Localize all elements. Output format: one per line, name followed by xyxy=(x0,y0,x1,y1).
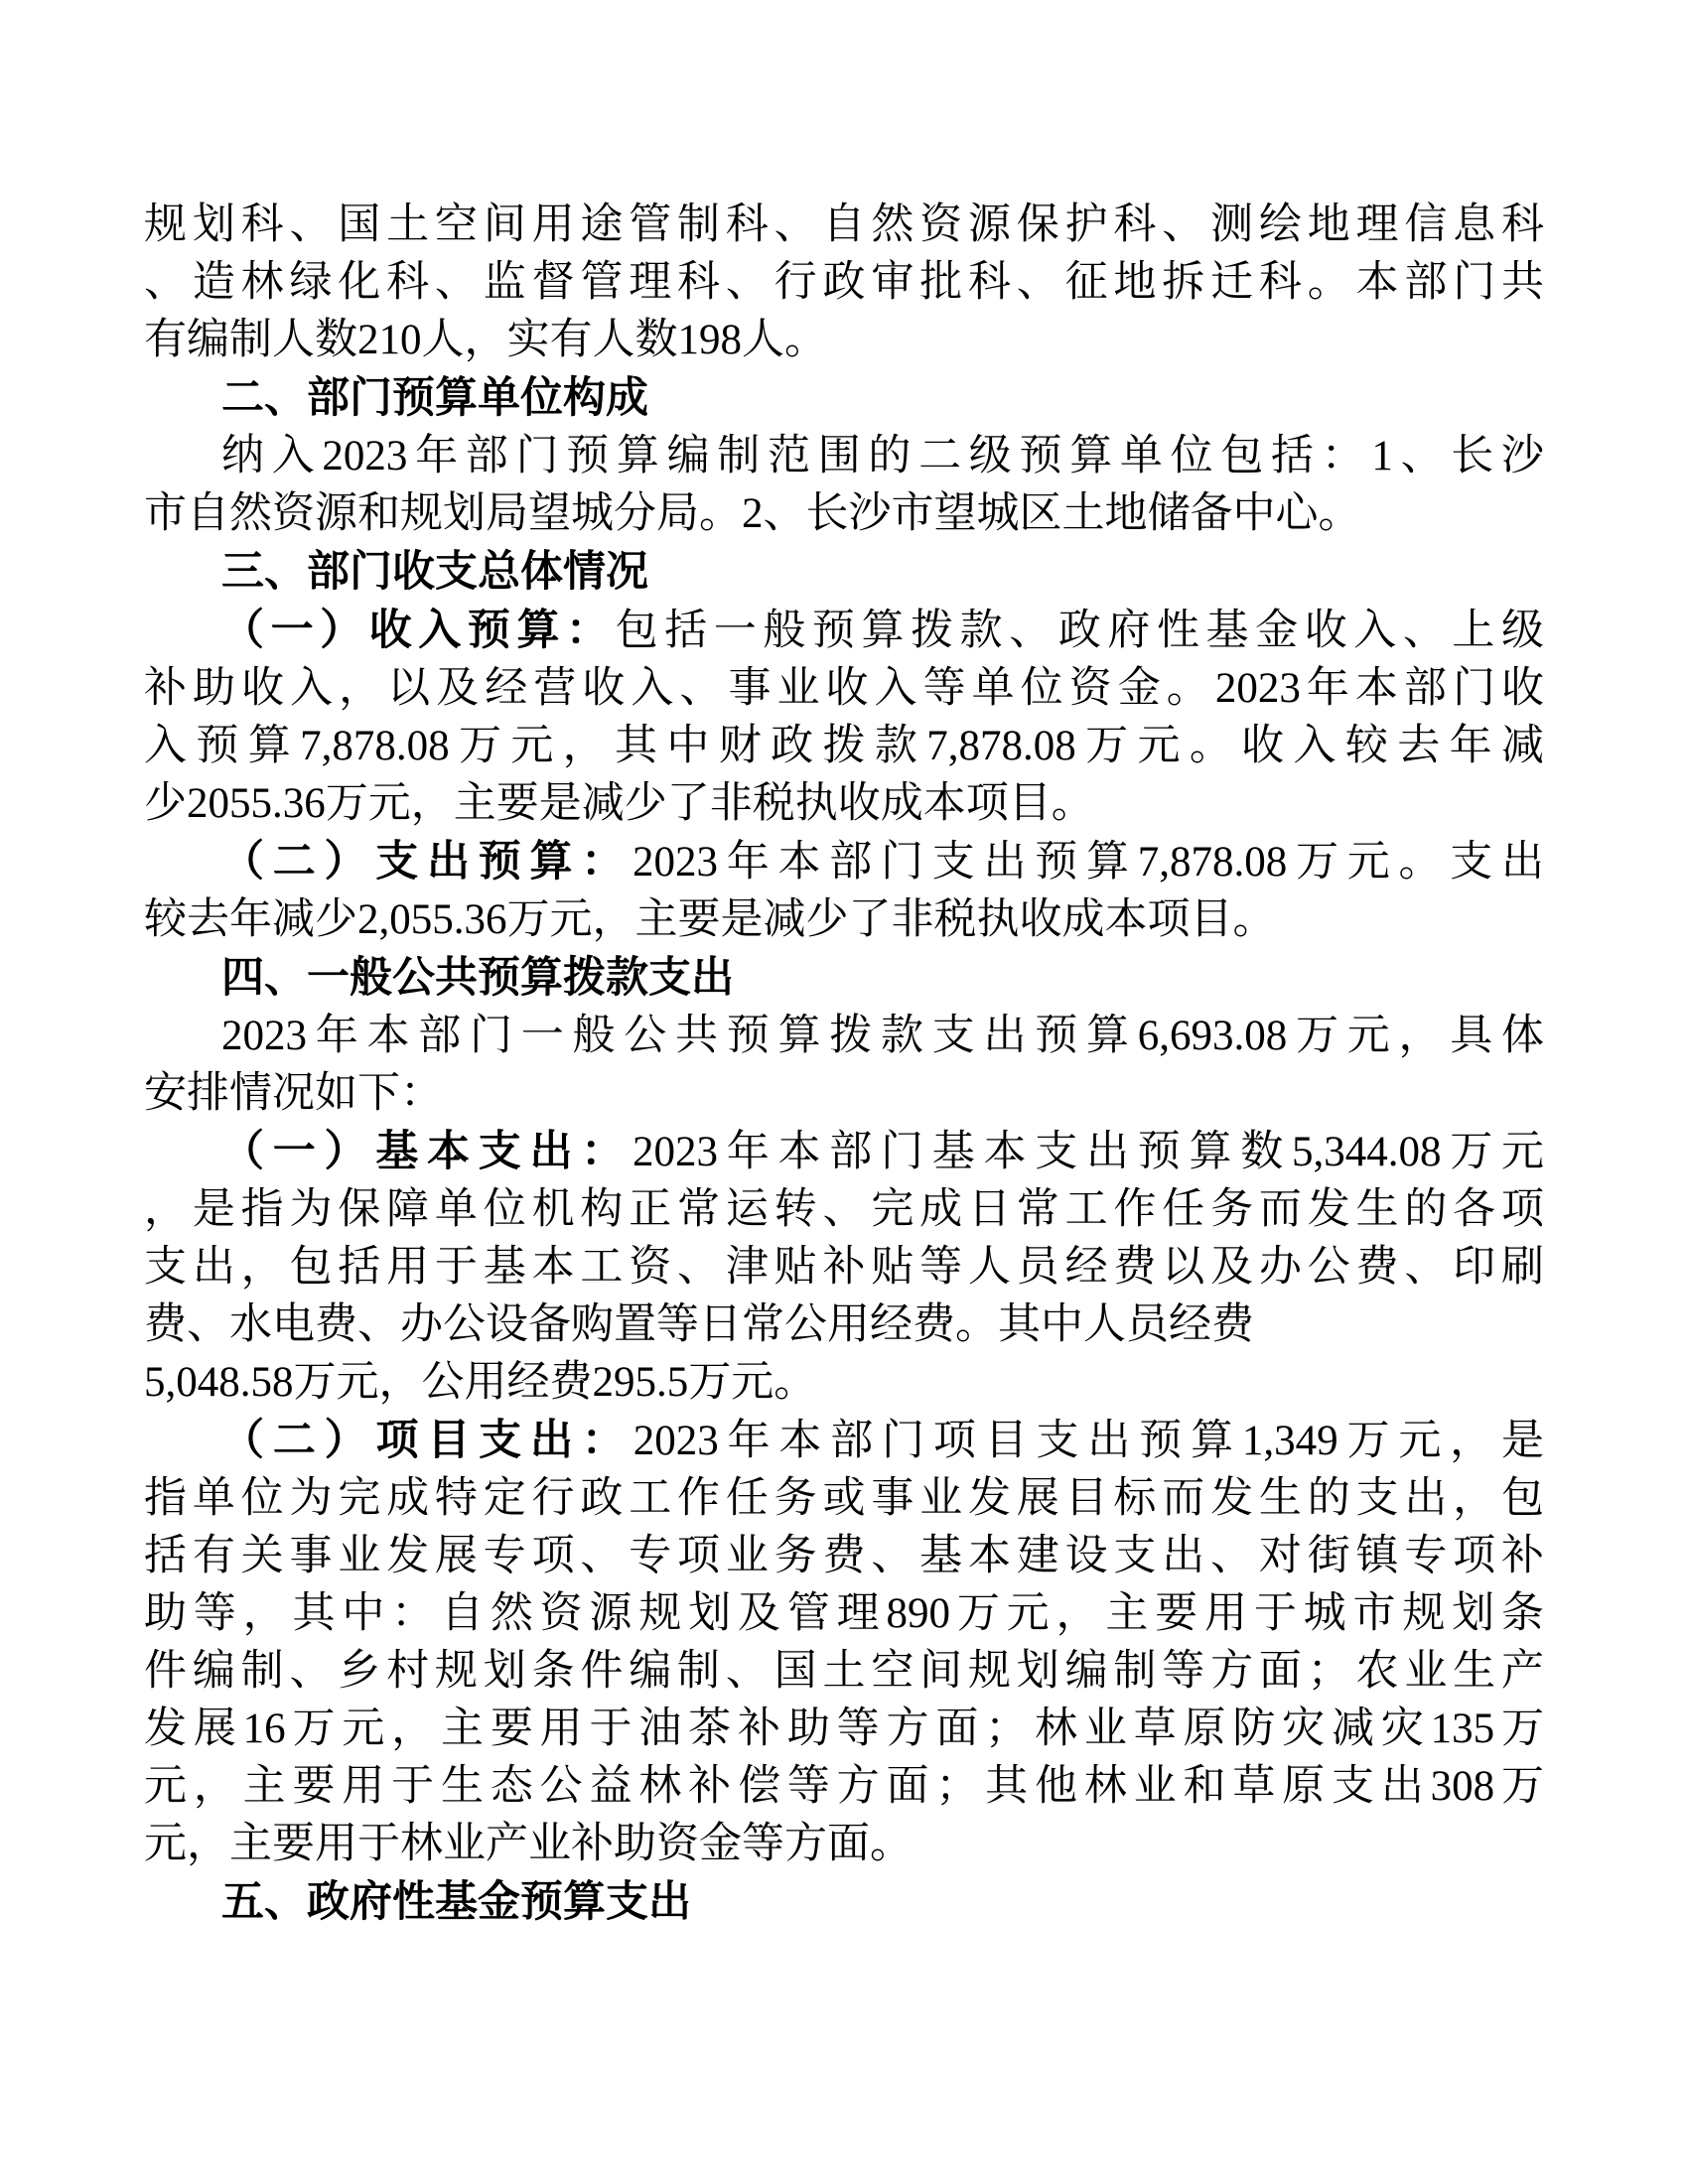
text-line xyxy=(144,428,1544,485)
text-run: 市自然资源和规划局望城分局。2、长沙市望城区土地储备中心。 xyxy=(144,490,1361,537)
bold-run: 五、政府性基金预算支出 xyxy=(221,1878,691,1926)
text-line xyxy=(144,1008,1544,1065)
bold-run: 二、部门预算单位构成 xyxy=(221,374,648,422)
text-line xyxy=(144,1181,1544,1239)
text-run: 较去年减少2,055.36万元，主要是减少了非税执收成本项目。 xyxy=(144,896,1276,943)
text-line xyxy=(144,718,1544,775)
section-heading xyxy=(144,949,1544,1008)
text-line xyxy=(144,1354,1544,1412)
text-run: 补助收入，以及经营收入、事业收入等单位资金。2023年本部门收 xyxy=(144,665,1544,712)
bold-run: （一）收入预算： xyxy=(221,607,616,654)
text-run: 发展16万元，主要用于油茶补助等方面；林业草原防灾减灾135万 xyxy=(144,1706,1544,1752)
section-heading xyxy=(144,1873,1544,1932)
text-line xyxy=(144,485,1544,543)
text-run: ，是指为保障单位机构正常运转、完成日常工作任务而发生的各项 xyxy=(144,1186,1544,1233)
text-line xyxy=(144,197,1544,254)
bold-run: （二）项目支出： xyxy=(221,1417,633,1464)
text-run: 2023年本部门一般公共预算拨款支出预算6,693.08万元，具体 xyxy=(221,1013,1544,1059)
text-line xyxy=(144,1412,1544,1470)
text-run: 纳入2023年部门预算编制范围的二级预算单位包括：1、长沙 xyxy=(221,433,1544,479)
text-line xyxy=(144,1758,1544,1816)
text-line xyxy=(144,775,1544,833)
section-heading xyxy=(144,543,1544,602)
text-line xyxy=(144,1643,1544,1701)
text-run: 5,048.58万元，公用经费295.5万元。 xyxy=(144,1359,817,1406)
text-run: 、造林绿化科、监督管理科、行政审批科、征地拆迁科。本部门共 xyxy=(144,259,1544,306)
text-run: 元，主要用于林业产业补助资金等方面。 xyxy=(144,1821,913,1867)
text-line xyxy=(144,1701,1544,1758)
text-line xyxy=(144,1239,1544,1297)
text-line xyxy=(144,254,1544,312)
bold-run: 四、一般公共预算拨款支出 xyxy=(221,954,734,1002)
text-run: 2023年本部门支出预算7,878.08万元。支出 xyxy=(633,839,1544,886)
text-run: 费、水电费、办公设备购置等日常公用经费。其中人员经费 xyxy=(144,1301,1254,1348)
text-line xyxy=(144,891,1544,949)
text-line xyxy=(144,1123,1544,1181)
text-run: 规划科、国土空间用途管制科、自然资源保护科、测绘地理信息科 xyxy=(144,202,1544,248)
text-line xyxy=(144,602,1544,660)
text-run: 入预算7,878.08万元，其中财政拨款7,878.08万元。收入较去年减 xyxy=(144,723,1544,769)
text-run: 少2055.36万元，主要是减少了非税执收成本项目。 xyxy=(144,780,1094,827)
text-run: 助等，其中：自然资源规划及管理890万元，主要用于城市规划条 xyxy=(144,1590,1544,1637)
text-line xyxy=(144,1470,1544,1528)
text-run: 包括一般预算拨款、政府性基金收入、上级 xyxy=(615,608,1545,654)
text-run: 安排情况如下： xyxy=(144,1070,443,1117)
text-line xyxy=(144,833,1544,891)
text-line xyxy=(144,660,1544,718)
text-run: 支出，包括用于基本工资、津贴补贴等人员经费以及办公费、印刷 xyxy=(144,1244,1544,1291)
text-run: 2023年本部门基本支出预算数5,344.08万元 xyxy=(633,1129,1544,1175)
document-body xyxy=(144,197,1544,1932)
bold-run: （二）支出预算： xyxy=(221,838,633,886)
text-line xyxy=(144,1297,1544,1354)
text-run: 括有关事业发展专项、专项业务费、基本建设支出、对街镇专项补 xyxy=(144,1533,1544,1579)
text-run: 元，主要用于生态公益林补偿等方面；其他林业和草原支出308万 xyxy=(144,1763,1544,1810)
bold-run: 三、部门收支总体情况 xyxy=(221,548,648,596)
text-line xyxy=(144,1528,1544,1585)
section-heading xyxy=(144,369,1544,428)
text-line xyxy=(144,1065,1544,1123)
text-run: 2023年本部门项目支出预算1,349万元，是 xyxy=(633,1418,1545,1464)
text-line xyxy=(144,1585,1544,1643)
text-run: 件编制、乡村规划条件编制、国土空间规划编制等方面；农业生产 xyxy=(144,1648,1544,1695)
text-line xyxy=(144,1816,1544,1873)
bold-run: （一）基本支出： xyxy=(221,1128,633,1175)
text-run: 指单位为完成特定行政工作任务或事业发展目标而发生的支出，包 xyxy=(144,1475,1544,1522)
text-run: 有编制人数210人，实有人数198人。 xyxy=(144,317,827,363)
text-line xyxy=(144,312,1544,369)
